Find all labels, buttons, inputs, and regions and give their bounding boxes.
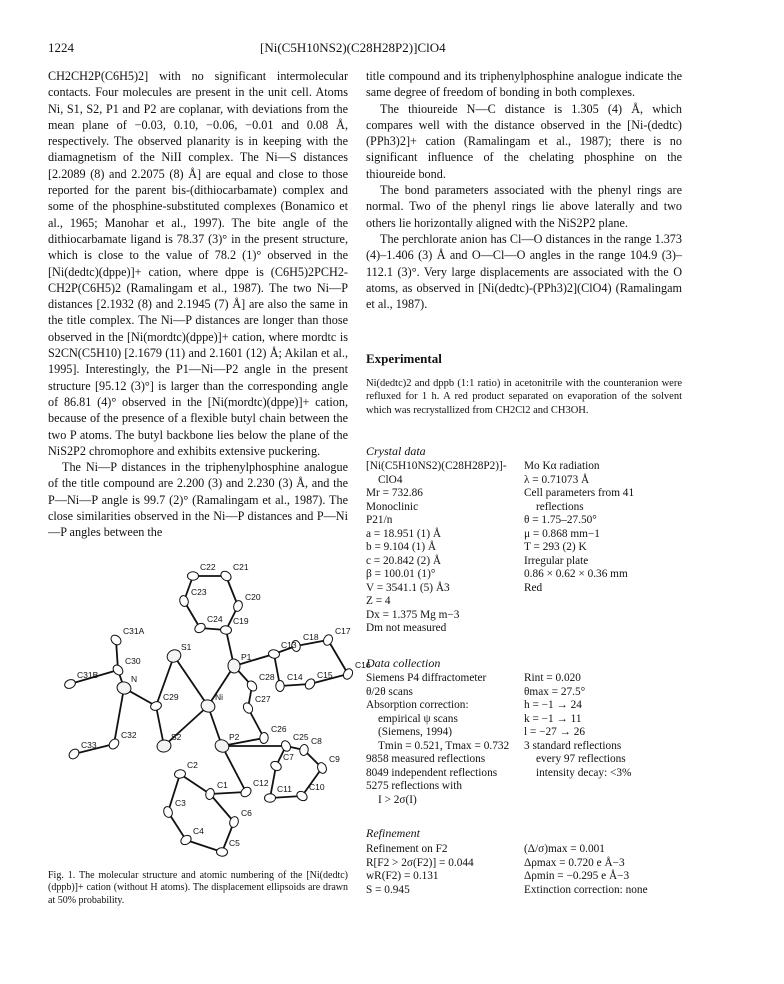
atom-label: C12: [253, 778, 269, 788]
atom-label: C13: [281, 640, 297, 650]
atom-label: S2: [171, 732, 182, 742]
atom-ellipsoid: [111, 663, 125, 677]
atom-label: N: [131, 674, 138, 684]
data-line: Tmin = 0.521, Tmax = 0.732: [378, 739, 510, 752]
atom-ellipsoid: [179, 833, 193, 846]
atom-label: C1: [217, 780, 228, 790]
atom-ellipsoid: [239, 785, 253, 798]
data-line: S = 0.945: [366, 883, 410, 896]
data-line: ClO4: [378, 473, 403, 486]
data-line: b = 9.104 (1) Å: [366, 541, 437, 553]
atom-label: C4: [193, 826, 204, 836]
atom-label: C16: [355, 660, 371, 670]
bond: [180, 774, 210, 794]
atom-ellipsoid: [227, 658, 240, 673]
refinement-right: [524, 843, 648, 897]
crystal-data-left: [366, 460, 507, 636]
atom-ellipsoid: [322, 633, 334, 647]
crystal-data-right: [524, 460, 634, 595]
paragraph: CH2CH2P(C6H5)2] with no significant intermolecular contacts. Four molecules are present in the unit cell. Atoms Ni, S1, S2, P1 and P2 are coplanar, with deviations from the mean plane of −0.03, 0.10, −0.06, −0.01 and 0.08 Å, respectively. The observed planarity is in keeping with the diamagnetism of the NiII complex. The Ni—S distances [2.2089 (8) and 2.2075 (8) Å] are equal and close to those reported for the parent bis-(dithiocarbamate) complex and some of the phosphine-substituted complexes (Bonamico et al., 1965; Manohar et al., 1997). The bite angle of the dithiocarbamate ligand is 78.37 (3)° in the present structure, which is close to the value of 78.2 (1)° observed in the [Ni(dedtc)(dppe)]+ cation, where dppe is (C6H5)2PCH2-CH2P(C6H5)2 (Ramalingam et al., 1987). The two Ni—P distances [2.1932 (8) and 2.1945 (7) Å] are also the same in the title complex. The Ni—P distances are longer than those observed in the [Ni(mordtc)(dppe)]+ cation, where mordtc is S2CN(C5H10) [2.1679 (11) and 2.1601 (12) Å; Akilan et al., 1995]. Interestingly, the P1—Ni—P2 angle in the present structure [95.12 (3)°] is larger than the corresponding angle of 86.81 (4)° observed in the [Ni(mordtc)(dppe)]+ cation, because of the presence of a flexible butyl chain between the two P atoms. The butyl backbone lies below the plane of the NiS2P2 chromophore and exhibits extensive puckering.: [48, 69, 348, 458]
data-line: empirical ψ scans: [378, 712, 458, 725]
data-line: k = −1 → 11: [524, 712, 582, 725]
atom-label: C21: [233, 562, 249, 572]
paragraph: title compound and its triphenylphosphine analogue indicate the same degree of freedom of bonding in both complexes.: [366, 69, 682, 100]
atom-label: C15: [317, 670, 333, 680]
data-line: V = 3541.1 (5) Å3: [366, 581, 450, 594]
atom-label: C23: [191, 587, 207, 597]
data-line: intensity decay: <3%: [536, 766, 632, 779]
experimental-text: Ni(dedtc)2 and dppb (1:1 ratio) in acetonitrile with the counteranion were refluxed for 1 h. A red product separated on evaporation of the solvent which was recrystallized from CH2Cl2 and CH3OH.: [366, 378, 682, 416]
bond: [270, 766, 276, 798]
atom-ellipsoid: [232, 599, 244, 612]
refinement-title: Refinement: [366, 826, 420, 840]
data-line: Cell parameters from 41: [524, 487, 635, 499]
atom-ellipsoid: [241, 701, 254, 715]
data-line: Refinement on F2: [366, 843, 448, 855]
atom-label: Ni: [215, 692, 224, 702]
data-line: a = 18.951 (1) Å: [366, 527, 442, 540]
atom-label: C31B: [77, 670, 99, 680]
atom-label: C24: [207, 614, 223, 624]
atom-ellipsoid: [188, 572, 199, 580]
data-collection-right: [524, 672, 631, 780]
data-line: (Siemens, 1994): [378, 726, 453, 738]
running-title: [Ni(C5H10NS2)(C28H28P2)]ClO4: [260, 40, 446, 55]
atom-label: C32: [121, 730, 137, 740]
data-line: Dm not measured: [366, 622, 447, 634]
atom-ellipsoid: [216, 848, 227, 857]
data-collection-left: [366, 672, 509, 807]
data-line: 9858 measured reflections: [366, 753, 486, 765]
data-line: 5275 reflections with: [366, 780, 463, 792]
atom-label: C14: [287, 672, 303, 682]
atom-ellipsoid: [67, 747, 81, 761]
data-line: 8049 independent reflections: [366, 766, 498, 779]
atom-ellipsoid: [268, 649, 280, 659]
atom-ellipsoid: [280, 739, 293, 753]
atom-label: C7: [283, 752, 294, 762]
paragraph: The Ni—P distances in the triphenylphosphine analogue of the title compound are 2.200 (3) and 2.230 (3) Å, and the P—Ni—P angle is 99.7 (2)° (Ramalingam et al., 1987). The close similarities observed in the Ni—P distances and P—Ni—P angles between the: [48, 460, 348, 540]
atom-ellipsoid: [220, 625, 232, 634]
atom-label: C31A: [123, 626, 145, 636]
data-line: θ = 1.75–27.50°: [524, 514, 597, 526]
atom-label: C8: [311, 736, 322, 746]
experimental-heading: Experimental: [366, 351, 442, 366]
data-line: l = −27 → 26: [524, 726, 586, 738]
data-line: (Δ/σ)max = 0.001: [524, 843, 605, 855]
data-line: I > 2σ(I): [378, 793, 417, 806]
atom-label: C27: [255, 694, 271, 704]
atom-ellipsoid: [295, 789, 309, 802]
figure-caption: Fig. 1. The molecular structure and atomic numbering of the [Ni(dedtc)(dppb)]+ cation (without H atoms). The displacement ellipsoids are drawn at 50% probability.: [48, 870, 348, 906]
data-line: Monoclinic: [366, 500, 419, 513]
atom-ellipsoid: [276, 680, 285, 691]
data-collection-title: Data collection: [366, 656, 441, 670]
bond: [328, 640, 348, 674]
data-line: Δρmin = −0.295 e Å−3: [524, 870, 630, 882]
atom-ellipsoid: [219, 569, 233, 582]
data-line: h = −1 → 24: [524, 699, 582, 711]
bond: [174, 656, 208, 706]
data-line: μ = 0.868 mm−1: [524, 527, 600, 540]
atom-label: S1: [181, 642, 192, 652]
atom-ellipsoid: [193, 622, 207, 635]
data-line: P21/n: [366, 514, 393, 526]
atom-ellipsoid: [107, 737, 121, 751]
atom-label: C2: [187, 760, 198, 770]
data-line: T = 293 (2) K: [524, 541, 587, 553]
data-line: Z = 4: [366, 595, 391, 607]
paragraph: The bond parameters associated with the phenyl rings are normal. Two of the phenyl rings lie above laterally and two others lie horizontally aligned with the NiS2P2 plane.: [366, 183, 682, 230]
atom-ellipsoid: [264, 794, 275, 803]
paragraph: The thioureide N—C distance is 1.305 (4) Å, which compares well with the distance observed in the [Ni-(dedtc)(PPh3)2]+ cation (Ramalingam et al., 1987); there is no significant influence of the chelating phosphine on the thioureide bond.: [366, 101, 682, 181]
bond: [210, 794, 234, 822]
molecular-structure-figure: [48, 548, 371, 868]
data-line: Irregular plate: [524, 554, 589, 567]
data-line: Extinction correction: none: [524, 883, 648, 896]
paragraph: The perchlorate anion has Cl—O distances in the range 1.373 (4)–1.406 (3) Å and O—Cl—O angles in the range 104.9 (3)–112.1 (3)°. Very large displacements are associated with the O atoms, as observed in [Ni(dedtc)-(PPh3)2](ClO4) (Ramalingam et al., 1987).: [366, 231, 682, 312]
atom-label: C28: [259, 672, 275, 682]
data-line: R[F2 > 2σ(F2)] = 0.044: [366, 856, 474, 869]
data-line: Absorption correction:: [366, 699, 469, 711]
atom-label: C5: [229, 838, 240, 848]
data-line: Rint = 0.020: [524, 672, 581, 684]
atom-label: C10: [309, 782, 325, 792]
atom-ellipsoid: [342, 667, 355, 681]
data-line: Δρmax = 0.720 e Å−3: [524, 856, 625, 869]
atom-label: C6: [241, 808, 252, 818]
atom-label: C30: [125, 656, 141, 666]
data-line: wR(F2) = 0.131: [366, 870, 439, 882]
atom-ellipsoid: [116, 680, 133, 695]
page-number: 1224: [48, 40, 74, 55]
atom-label: C17: [335, 626, 351, 636]
atom-label: C11: [277, 784, 292, 794]
data-line: θmax = 27.5°: [524, 685, 586, 698]
data-line: reflections: [536, 500, 584, 513]
atom-label: C33: [81, 740, 97, 750]
data-line: Siemens P4 diffractometer: [366, 672, 487, 684]
atom-label: C25: [293, 732, 309, 742]
atom-label: C18: [303, 632, 319, 642]
crystal-data-title: Crystal data: [366, 444, 426, 458]
atom-ellipsoid: [259, 732, 268, 744]
atom-label: C20: [245, 592, 261, 602]
atom-label: C26: [271, 724, 287, 734]
data-line: every 97 reflections: [536, 753, 626, 765]
atom-ellipsoid: [269, 760, 283, 773]
atom-label: C3: [175, 798, 186, 808]
data-line: Dx = 1.375 Mg m−3: [366, 608, 460, 621]
atom-label: P1: [241, 652, 252, 662]
atom-label: C9: [329, 754, 340, 764]
right-column-text: [366, 68, 682, 312]
data-line: c = 20.842 (2) Å: [366, 554, 442, 567]
atom-label: C29: [163, 692, 179, 702]
atom-ellipsoid: [150, 700, 163, 711]
data-line: β = 100.01 (1)°: [366, 568, 436, 580]
atom-label: C22: [200, 562, 216, 572]
data-line: Mo Kα radiation: [524, 460, 600, 472]
refinement-left: [366, 843, 474, 897]
data-line: Red: [524, 581, 543, 594]
left-column-text: [48, 68, 348, 541]
atom-ellipsoid: [303, 677, 316, 691]
data-line: 0.86 × 0.62 × 0.36 mm: [524, 568, 628, 580]
atom-ellipsoid: [178, 595, 189, 608]
data-line: Mr = 732.86: [366, 487, 423, 499]
atom-ellipsoid: [109, 633, 123, 647]
atom-label: C19: [233, 616, 249, 626]
atom-label: P2: [229, 732, 240, 742]
atom-ellipsoid: [63, 678, 76, 690]
data-line: [Ni(C5H10NS2)(C28H28P2)]-: [366, 460, 507, 472]
data-line: θ/2θ scans: [366, 685, 413, 698]
data-line: λ = 0.71073 Å: [524, 473, 590, 486]
data-line: 3 standard reflections: [524, 739, 622, 752]
